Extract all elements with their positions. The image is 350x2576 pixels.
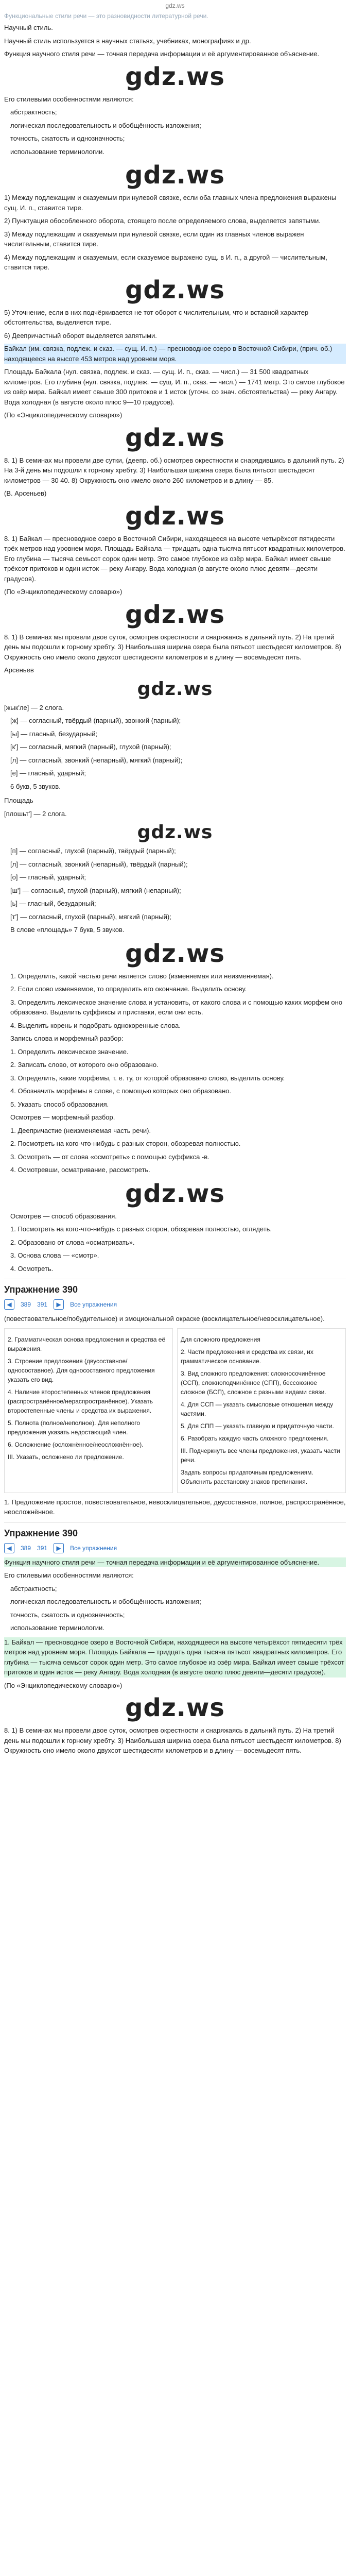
task-item: 2. Образовано от слова «осматривать». (10, 1238, 135, 1246)
rule-2: 2) Пунктуация обособленного оборота, стоящего после определяемого слова, выделяется запятыми. (4, 217, 321, 225)
phonetic-item: [т'] — согласный, глухой (парный), мягкий (парный); (10, 912, 171, 921)
task-item: 4. Выделить корень и подобрать однокоренные слова. (10, 1021, 181, 1029)
source: (По «Энциклопедическому словарю») (4, 411, 122, 419)
analysis-result: 1. Предложение простое, повествовательное, невосклицательное, двусоставное, полное, распространённое, неосложнённое. (4, 1498, 346, 1516)
rule-3: 3) Между подлежащим и сказуемым при нулевой связке, если один из главных членов выражен числительным, ставится тире. (4, 230, 304, 248)
feature-item: использование терминологии. (10, 147, 104, 156)
task-item: 1. Посмотреть на кого-что-нибудь с разных сторон, обозревая полностью, оглядеть. (10, 1225, 272, 1233)
phonetic-item: В слове «площадь» 7 букв, 5 звуков. (10, 926, 125, 934)
rule-6: 6) Деепричастный оборот выделяется запятыми. (4, 331, 157, 340)
watermark-logo: gdz.ws (125, 1693, 225, 1722)
phonetic-list-2 (4, 846, 346, 935)
features-list (4, 107, 346, 157)
watermark-logo: gdz.ws (125, 600, 225, 629)
next-arrow-icon[interactable]: ▶ (54, 1543, 64, 1553)
exercise-390 (4, 1284, 346, 1517)
baikal-annotated-text: Площадь Байкала (нул. связка, подлеж. и сказ. — сущ. И. п., сказ. — числ.) — 31 500 квадратных километров. Его глубина (нул. связка, подлеж. — сущ. И. п., сказ. — числ.) — 1741 метр. Это самое глубокое из озёр мира. Байкал имеет свыше 300 притоков и 1 исток (уточн. со знач. обстоятельства) — реку Ангару. Вода холодная (в августе около плюс 9—10 градусов). (4, 368, 345, 406)
task-item: Запись слова и морфемный разбор: (10, 1035, 124, 1042)
rule-1: 1) Между подлежащим и сказуемым при нулевой связке, если оба главных члена предложения выражены сущ. И. п., ставится тире. (4, 194, 337, 212)
left-item: 5. Полнота (полное/неполное). Для неполного предложения указать недостающий член. (8, 1419, 141, 1436)
prev-arrow-icon[interactable]: ◀ (4, 1543, 14, 1553)
task-item: Осмотрев — способ образования. (10, 1212, 117, 1220)
arsenyev-annotated: 8. 1) В семинах мы провели две сутки, (деепр. об.) осмотрев окрестности и снарядившись в дальний путь. 2) На 3-й день мы подошли к горному хребту. 3) Наибольшая ширина озера была пятьсот шестьдесят километров — 30 40. 8) Окружность оно имело около 260 километров и в длину — 85. (4, 456, 344, 484)
right-item: 6. Разобрать каждую часть сложного предложения. (181, 1434, 329, 1442)
site-name[interactable]: gdz.ws (165, 2, 185, 9)
prev-arrow-icon[interactable]: ◀ (4, 1299, 14, 1310)
task-item: 4. Обозначить морфемы в слове, с помощью которых оно образовано. (10, 1087, 232, 1095)
author: (В. Арсеньев) (4, 489, 47, 497)
phonetic-item: [о] — гласный, ударный; (10, 873, 86, 881)
watermark-logo: gdz.ws (137, 678, 213, 700)
exercise-title: Упражнение 390 (4, 1284, 78, 1295)
left-item: 4. Наличие второстепенных членов предложения (распространённое/нераспространённое). Указать второстепенные члены и средства их выражения. (8, 1388, 153, 1414)
content-main (4, 23, 346, 1274)
task-item: 2. Если слово изменяемое, то определить его окончание. Выделить основу. (10, 985, 247, 993)
all-exercises-link[interactable]: Все упражнения (70, 1301, 117, 1308)
arsenyev-text: 8. 1) В семинах мы провели двое суток, осмотрев окрестности и снаряжаясь в дальний путь. 2) На третий день мы подошли к горному хребту. 3) Наибольшая ширина озера была пятьсот шестьдесят километров. 8) Окружность оно имело около двухсот шестидесяти километров и в длину — восемьдесят пять. (4, 1726, 341, 1754)
left-item: 6. Осложнение (осложнённое/неосложнённое). (8, 1440, 144, 1448)
baikal-annotated-title: Байкал (им. связка, подлеж. и сказ. — сущ. И. п.) — пресноводное озеро в Восточной Сибири, (прич. об.) находящееся на высоте 453 метров над уровнем моря. (4, 344, 346, 364)
phonetic-word: [жык'ле] — 2 слога. (4, 703, 64, 711)
phonetic-item: [п] — согласный, глухой (парный), твёрдый (парный); (10, 847, 176, 855)
task-item: 4. Осмотревши, осматривание, рассмотреть. (10, 1166, 150, 1174)
heading-scientific-style: Научный стиль. (4, 24, 53, 31)
left-item: 2. Грамматическая основа предложения и средства её выражения. (8, 1335, 166, 1352)
right-item: Для сложного предложения (181, 1335, 260, 1343)
right-item: 5. Для СПП — указать главную и придаточную части. (181, 1422, 334, 1430)
rule-4: 4) Между подлежащим и сказуемым, если сказуемое выражено сущ. в И. п., а другой — числительным, ставится тире. (4, 253, 327, 271)
feature-item: логическая последовательность и обобщённость изложения; (10, 121, 201, 129)
task-item: Осмотрев — морфемный разбор. (10, 1113, 115, 1121)
all-exercises-link[interactable]: Все упражнения (70, 1544, 117, 1552)
phonetic-word-2: [плошьт'] — 2 слога. (4, 809, 67, 818)
watermark-logo: gdz.ws (125, 939, 225, 968)
watermark-logo: gdz.ws (125, 423, 225, 452)
lead-2: Функция научного стиля речи — точная передача информации и её аргументированное объяснение. (4, 50, 320, 58)
task-item: 3. Основа слова — «смотр». (10, 1251, 99, 1259)
right-item: Задать вопросы придаточным предложениям. Объяснить расстановку знаков препинания. (181, 1468, 313, 1485)
phonetic-item: [л] — согласный, звонкий (непарный), мягкий (парный); (10, 756, 183, 764)
analysis-table (4, 1328, 346, 1493)
left-col (4, 1328, 173, 1493)
phonetic-item: [ы] — гласный, безударный; (10, 730, 98, 738)
divider (4, 1522, 346, 1523)
features-list (4, 1584, 346, 1633)
exercise-390-repeat (4, 1528, 346, 1756)
arsenyev-words: 8. 1) В семинах мы провели двое суток, осмотрев окрестности и снаряжаясь в дальний путь. 2) На третий день мы подошли к горному хребту. 3) Наибольшая ширина озера была пятьсот шестьдесят километров. 8) Окружность оно имело около двухсот шестидесяти километров и в длину — восемьдесят пять. (4, 633, 341, 661)
left-item: 3. Строение предложения (двусоставное/односоставное). Для односоставного предложения указать его вид. (8, 1357, 155, 1383)
prev-exercise-link[interactable]: 389 (21, 1301, 31, 1308)
exercise-pager (4, 1543, 346, 1553)
phonetic-item: [к'] — согласный, мягкий (парный), глухой (парный); (10, 743, 171, 751)
task-item: 1. Определить, какой частью речи является слово (изменяемая или неизменяемая). (10, 972, 274, 980)
feature-item: точность, сжатость и однозначность; (10, 1611, 125, 1619)
watermark-logo: gdz.ws (125, 62, 225, 91)
watermark-logo: gdz.ws (125, 1179, 225, 1208)
baikal-words: 8. 1) Байкал — пресноводное озеро в Восточной Сибири, находящееся на высоте четырёхсот пятидесяти трёх метров над уровнем моря. Площадь Байкала — тридцать одна тысяча пятьсот квадратных километров. Его глубина — тысяча семьсот сорок один метр. Это самое глубокое из озёр мира. Байкал имеет свыше трёхсот притоков и один исток — реку Ангару. Вода холодная (в августе около плюс девяти—десяти градусов). (4, 534, 345, 583)
phonetic-item: 6 букв, 5 звуков. (10, 782, 61, 790)
task-item: 2. Записать слово, от которого оно образовано. (10, 1061, 159, 1069)
phonetic-item: [ж] — согласный, твёрдый (парный), звонкий (парный); (10, 717, 181, 724)
rule-5: 5) Уточнение, если в них подчёркивается не тот оборот с числительным, что и вставной характер обстоятельства, выделяется тире. (4, 308, 309, 326)
watermark-logo: gdz.ws (125, 501, 225, 531)
task-item: 5. Указать способ образования. (10, 1100, 109, 1108)
feature-item: точность, сжатость и однозначность; (10, 134, 125, 142)
next-arrow-icon[interactable]: ▶ (54, 1299, 64, 1310)
next-exercise-link[interactable]: 391 (37, 1544, 48, 1552)
right-item: 4. Для ССП — указать смысловые отношения между частями. (181, 1400, 334, 1417)
features-title: Его стилевыми особенностями являются: (4, 95, 134, 103)
baikal-text: 1. Байкал — пресноводное озеро в Восточной Сибири, находящееся на высоте четырёхсот пятидесяти трёх метров над уровнем моря. Площадь Байкала — тридцать одна тысяча пятьсот квадратных километров. Его глубина — тысяча семьсот сорок один метр. Это самое глубокое из озёр мира. Байкал имеет свыше трёхсот притоков и один исток — реку Ангару. Вода холодная (в августе около плюс девяти—десяти градусов). (4, 1637, 346, 1677)
task-item: 3. Определить, какие морфемы, т. е. ту, от которой образовано слово, выделить основу. (10, 1074, 285, 1082)
exercise-title: Упражнение 390 (4, 1528, 78, 1538)
task-item: 3. Определить лексическое значение слова и установить, от какого слова и с помощью каких морфем оно образовано. Выделить суффиксы и приставки, если они есть. (10, 998, 343, 1016)
phonetic-list (4, 716, 346, 791)
feature-item: абстрактность; (10, 1584, 57, 1592)
phonetic-item: [ь] — гласный, безударный; (10, 900, 96, 907)
task-item: 4. Осмотреть. (10, 1264, 54, 1273)
phonetic-item: [ш'] — согласный, глухой (парный), мягкий (непарный); (10, 886, 181, 894)
lead-1: Научный стиль используется в научных статьях, учебниках, монографиях и др. (4, 37, 251, 45)
task-item: 1. Деепричастие (неизменяемая часть речи). (10, 1126, 151, 1134)
right-item: 3. Вид сложного предложения: сложносочинённое (ССП), сложноподчинённое (СПП), бессоюзное сложное (БСП), сложное с разными видами связи. (181, 1369, 326, 1396)
watermark-logo: gdz.ws (125, 275, 225, 304)
phonetic-word-2-title: Площадь (4, 796, 33, 804)
features-title: Его стилевыми особенностями являются: (4, 1571, 134, 1579)
exercise-intro: (повествовательное/побудительное) и эмоциональной окраске (восклицательное/невосклицательное). (4, 1315, 325, 1323)
task-item: 2. Посмотреть на кого-что-нибудь с разных сторон, обозревая полностью. (10, 1140, 241, 1147)
right-col (177, 1328, 346, 1493)
left-item: III. Указать, осложнено ли предложение. (8, 1453, 124, 1461)
feature-item: использование терминологии. (10, 1624, 104, 1632)
feature-item: абстрактность; (10, 108, 57, 116)
watermark-logo: gdz.ws (137, 822, 213, 843)
feature-item: логическая последовательность и обобщённость изложения; (10, 1598, 201, 1605)
source: (По «Энциклопедическому словарю») (4, 588, 122, 596)
breadcrumb: Функциональные стили речи — это разновидности литературной речи. (4, 12, 208, 20)
task-item: 3. Осмотреть — от слова «осмотреть» с помощью суффикса -в. (10, 1153, 209, 1161)
task-item: 1. Определить лексическое значение. (10, 1047, 129, 1056)
source: (По «Энциклопедическому словарю») (4, 1681, 122, 1689)
morph-tasks-2 (4, 1211, 346, 1274)
right-item: 2. Части предложения и средства их связи, их грамматическое основание. (181, 1348, 313, 1365)
exercise-pager (4, 1299, 346, 1310)
morph-tasks (4, 971, 346, 1175)
lead: Функция научного стиля речи — точная передача информации и её аргументированное объяснение. (4, 1557, 346, 1568)
phonetic-item: [е] — гласный, ударный; (10, 769, 86, 777)
phonetic-title: Арсеньев (4, 666, 34, 674)
next-exercise-link[interactable]: 391 (37, 1301, 48, 1308)
right-item: III. Подчеркнуть все члены предложения, указать части речи. (181, 1447, 340, 1464)
prev-exercise-link[interactable]: 389 (21, 1544, 31, 1552)
watermark-logo: gdz.ws (125, 161, 225, 190)
phonetic-item: [л] — согласный, звонкий (непарный), твёрдый (парный); (10, 860, 188, 868)
